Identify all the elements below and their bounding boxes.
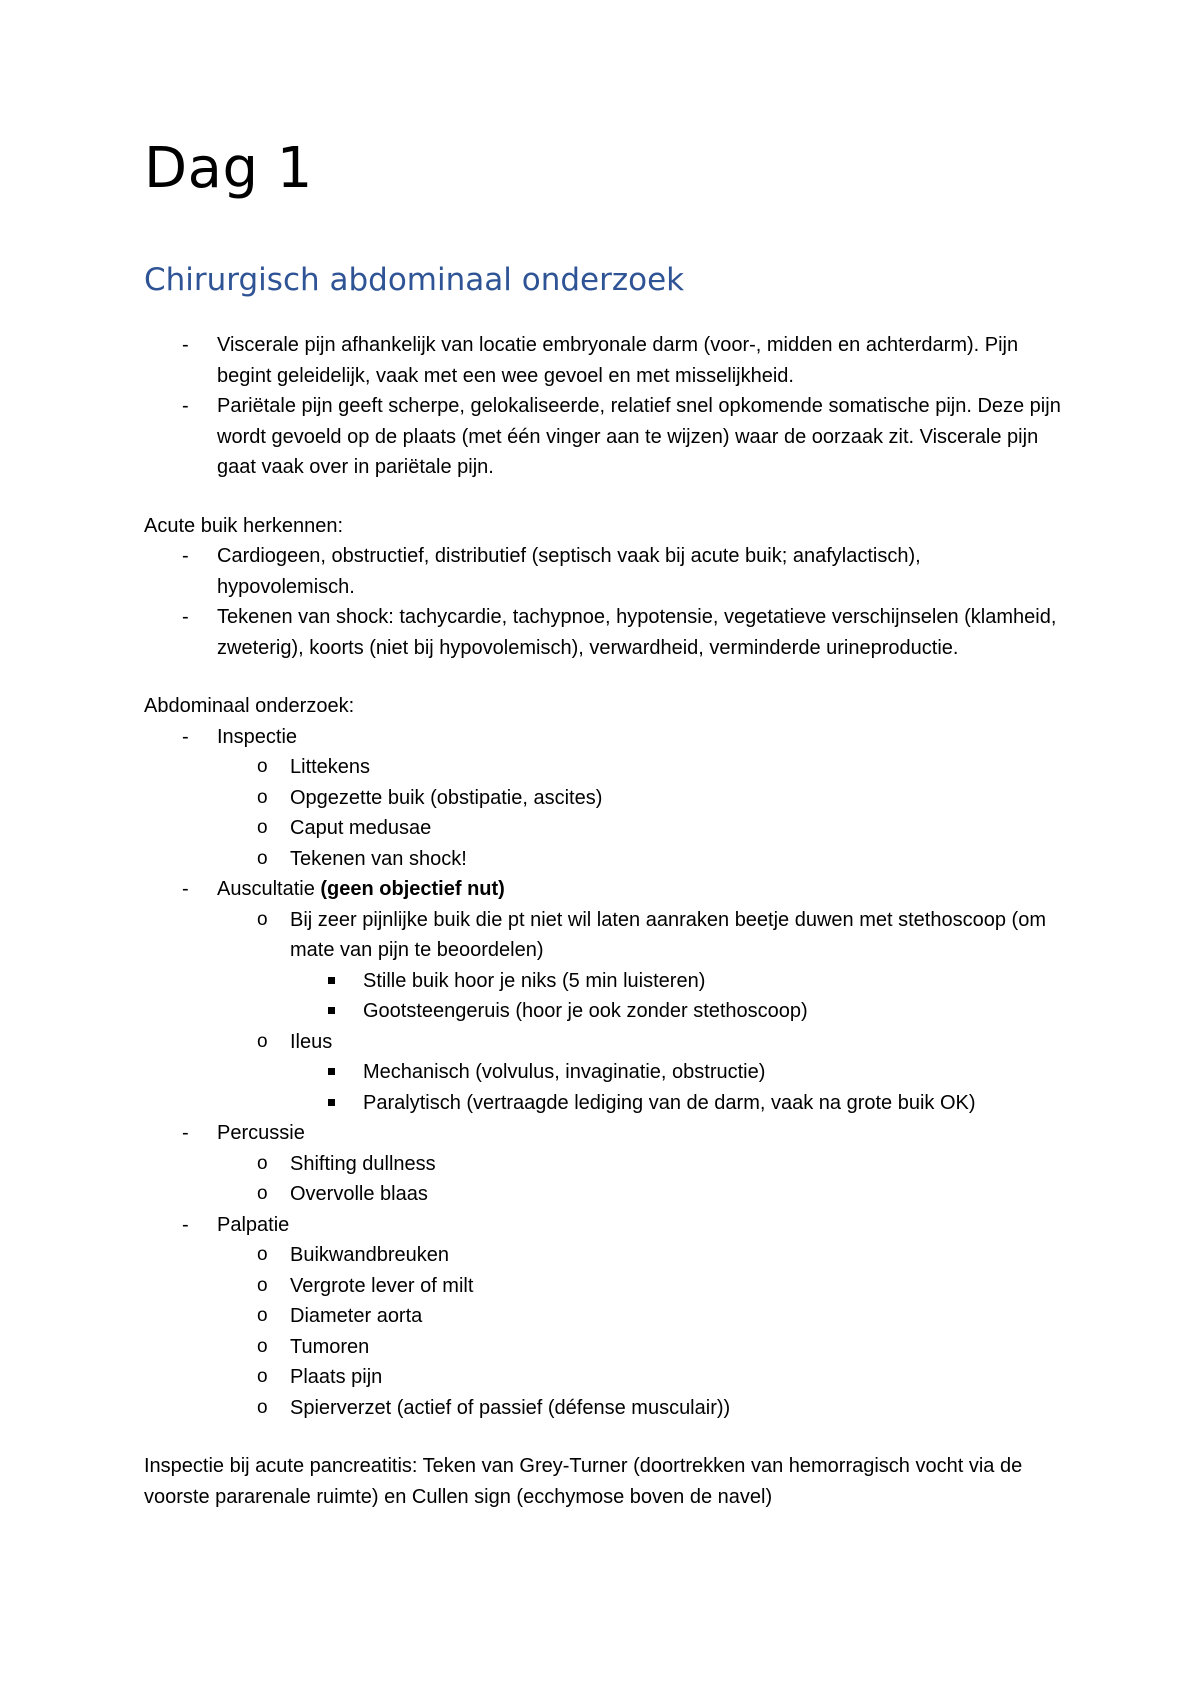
- intro-list: [144, 330, 1064, 483]
- list-item-text: Inspectie: [217, 725, 298, 748]
- circle-marker: o: [257, 908, 268, 930]
- list-item-inspectie: [144, 722, 1064, 875]
- sublist-item: [217, 1362, 1064, 1393]
- square-bullet-icon: [328, 977, 335, 984]
- circle-marker: o: [257, 786, 268, 808]
- sub-sublist-item-text: Stille buik hoor je niks (5 min luisteren): [363, 969, 706, 992]
- sublist-item: [217, 783, 1064, 814]
- list-item-text: Pariëtale pijn geeft scherpe, gelokaliseerde, relatief snel opkomende somatische pijn. Deze pijn wordt gevoeld op de plaats (met één vinger aan te wijzen) waar de oorzaak zit. Viscerale pijn gaat vaak over in pariëtale pijn.: [217, 395, 1061, 478]
- sublist-item-text: Tekenen van shock!: [290, 847, 467, 870]
- sublist-item: [217, 813, 1064, 844]
- circle-marker: o: [257, 1274, 268, 1296]
- circle-marker: o: [257, 1366, 268, 1387]
- sublist-item-text: Spierverzet (actief of passief (défense musculair)): [290, 1396, 731, 1419]
- list-item: [144, 330, 1064, 391]
- sub-sublist-item: [290, 1088, 1064, 1119]
- dash-marker: -: [182, 1122, 189, 1144]
- sublist-item: [217, 1301, 1064, 1332]
- auscultatie-sublist: [217, 905, 1064, 1119]
- sub-sublist-item: [290, 996, 1064, 1027]
- sublist-item: [217, 752, 1064, 783]
- list-item-bold-text: (geen objectief nut): [320, 878, 505, 900]
- sub-sublist-item-text: Paralytisch (vertraagde lediging van de darm, vaak na grote buik OK): [363, 1091, 976, 1114]
- dash-marker: -: [182, 606, 189, 628]
- circle-marker: o: [257, 847, 268, 869]
- sublist-item-text: Buikwandbreuken: [290, 1244, 449, 1266]
- sub-sublist-item-text: Gootsteengeruis (hoor je ook zonder stethoscoop): [363, 1000, 808, 1022]
- acute-heading: Acute buik herkennen:: [144, 514, 344, 537]
- sublist-item-text: Plaats pijn: [290, 1366, 383, 1388]
- circle-marker: o: [257, 1396, 268, 1418]
- sublist-item: [217, 905, 1064, 1027]
- sublist-item: [217, 1240, 1064, 1271]
- acute-list: [144, 541, 1064, 663]
- sub-sublist: [290, 966, 1064, 1027]
- dash-marker: -: [182, 878, 189, 900]
- square-bullet-icon: [328, 1007, 335, 1014]
- sublist-item: [217, 1027, 1064, 1119]
- page-title: Dag 1: [144, 136, 313, 201]
- sublist-item: [217, 1179, 1064, 1210]
- sublist-item: [217, 1271, 1064, 1302]
- sublist-item-text: Littekens: [290, 756, 371, 778]
- sublist-item-text: Shifting dullness: [290, 1152, 436, 1175]
- dash-marker: -: [182, 395, 189, 417]
- list-item-text: Cardiogeen, obstructief, distributief (septisch vaak bij acute buik; anafylactisch), hypovolemisch.: [217, 545, 921, 598]
- dash-marker: -: [182, 545, 189, 567]
- abdominaal-heading: Abdominaal onderzoek:: [144, 695, 355, 717]
- list-item-text: Palpatie: [217, 1213, 290, 1236]
- list-item-auscultatie: [144, 874, 1064, 1118]
- list-item: [144, 541, 1064, 602]
- sub-sublist-item-text: Mechanisch (volvulus, invaginatie, obstructie): [363, 1061, 766, 1083]
- circle-marker: o: [257, 817, 268, 838]
- sub-sublist-item: [290, 1057, 1064, 1088]
- pancreatitis-paragraph: Inspectie bij acute pancreatitis: Teken van Grey-Turner (doortrekken van hemorragisch vocht via de voorste pararenale ruimte) en Cullen sign (ecchymose boven de navel): [144, 1455, 1023, 1508]
- square-bullet-icon: [328, 1068, 335, 1075]
- sublist-item-text: Caput medusae: [290, 817, 432, 839]
- list-item-palpatie: [144, 1210, 1064, 1424]
- dash-marker: -: [182, 1213, 189, 1236]
- circle-marker: o: [257, 1305, 268, 1326]
- circle-marker: o: [257, 1183, 268, 1204]
- list-item: [144, 391, 1064, 483]
- sublist-item-text: Tumoren: [290, 1335, 370, 1358]
- sublist-item-text: Diameter aorta: [290, 1305, 423, 1327]
- list-item-text: Tekenen van shock: tachycardie, tachypnoe, hypotensie, vegetatieve verschijnselen (klamheid, zweterig), koorts (niet bij hypovolemisch), verwardheid, verminderde urineproductie.: [217, 606, 1057, 659]
- dash-marker: -: [182, 725, 189, 748]
- sublist-item-text: Vergrote lever of milt: [290, 1274, 474, 1297]
- document-body: [144, 330, 1064, 1512]
- sub-sublist: [290, 1057, 1064, 1118]
- sublist-item-text: Overvolle blaas: [290, 1183, 428, 1205]
- dash-marker: -: [182, 334, 189, 356]
- section-heading: Chirurgisch abdominaal onderzoek: [144, 262, 685, 298]
- sublist-item-text: Ileus: [290, 1030, 333, 1053]
- list-item-text: Viscerale pijn afhankelijk van locatie embryonale darm (voor-, midden en achterdarm). Pijn begint geleidelijk, vaak met een wee gevoel en met misselijkheid.: [217, 334, 1019, 387]
- circle-marker: o: [257, 1335, 268, 1357]
- sublist-item-text: Opgezette buik (obstipatie, ascites): [290, 786, 603, 809]
- percussie-sublist: [217, 1149, 1064, 1210]
- circle-marker: o: [257, 756, 268, 777]
- square-bullet-icon: [328, 1099, 335, 1106]
- sublist-item: [217, 844, 1064, 875]
- sublist-item-text: Bij zeer pijnlijke buik die pt niet wil laten aanraken beetje duwen met stethoscoop (om mate van pijn te beoordelen): [290, 908, 1046, 961]
- abdominaal-list: [144, 722, 1064, 1424]
- list-item-text: Percussie: [217, 1122, 305, 1144]
- list-item-text: Auscultatie: [217, 878, 321, 900]
- circle-marker: o: [257, 1030, 268, 1052]
- inspectie-sublist: [217, 752, 1064, 874]
- sublist-item: [217, 1393, 1064, 1424]
- sublist-item: [217, 1332, 1064, 1363]
- list-item: [144, 602, 1064, 663]
- sub-sublist-item: [290, 966, 1064, 997]
- sublist-item: [217, 1149, 1064, 1180]
- list-item-percussie: [144, 1118, 1064, 1210]
- circle-marker: o: [257, 1244, 268, 1265]
- palpatie-sublist: [217, 1240, 1064, 1423]
- circle-marker: o: [257, 1152, 268, 1174]
